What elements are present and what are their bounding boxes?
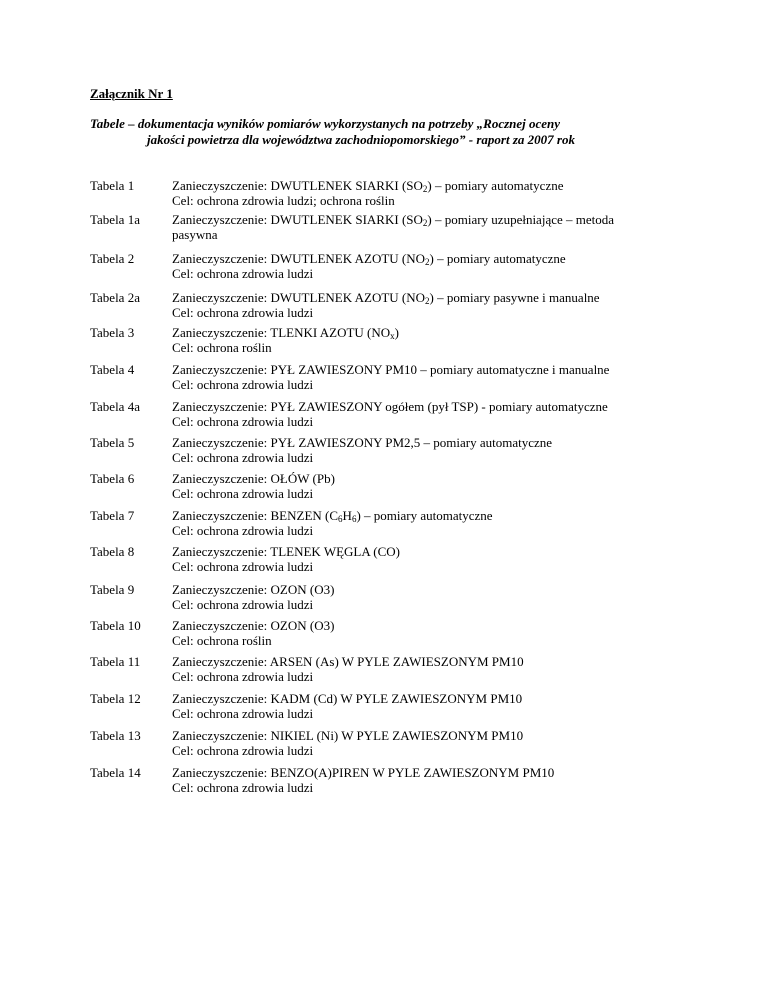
table-description	[172, 435, 672, 465]
pollutant-text: Zanieczyszczenie: BENZO(A)PIREN W PYLE ZAWIESZONYM PM10	[172, 765, 555, 780]
target-line: Cel: ochrona zdrowia ludzi	[172, 414, 314, 429]
table-description	[172, 362, 672, 392]
pollutant-line	[172, 362, 672, 377]
pollutant-text: Zanieczyszczenie: DWUTLENEK SIARKI (SO	[172, 178, 423, 193]
table-description	[172, 728, 672, 758]
target-line: Cel: ochrona zdrowia ludzi	[172, 450, 314, 465]
chemical-subscript: 6	[351, 514, 357, 524]
pollutant-text: Zanieczyszczenie: DWUTLENEK AZOTU (NO	[172, 251, 426, 266]
pollutant-text: ) – pomiary automatyczne	[427, 178, 564, 193]
table-description	[172, 290, 672, 320]
pollutant-text: ) – pomiary uzupełniające – metoda	[427, 212, 615, 227]
pollutant-line	[172, 399, 672, 414]
table-description	[172, 618, 672, 648]
table-number: Tabela 1a	[90, 212, 140, 227]
document-subtitle	[90, 116, 690, 148]
table-number: Tabela 13	[90, 728, 141, 743]
pollutant-line	[172, 544, 672, 559]
table-number: Tabela 7	[90, 508, 135, 523]
subtitle-line-2: jakości powietrza dla województwa zachodniopomorskiego” - raport za 2007 rok	[147, 132, 575, 147]
target-line: Cel: ochrona zdrowia ludzi	[172, 780, 314, 795]
table-number: Tabela 2	[90, 251, 135, 266]
table-number: Tabela 4a	[90, 399, 140, 414]
chemical-subscript: 2	[422, 184, 428, 194]
table-number: Tabela 11	[90, 654, 141, 669]
pollutant-line	[172, 728, 672, 743]
subtitle-line-1: Tabele – dokumentacja wyników pomiarów wykorzystanych na potrzeby „Rocznej oceny	[90, 116, 561, 131]
target-line: Cel: ochrona zdrowia ludzi	[172, 743, 314, 758]
pollutant-text: Zanieczyszczenie: NIKIEL (Ni) W PYLE ZAWIESZONYM PM10	[172, 728, 524, 743]
table-description	[172, 691, 672, 721]
table-number: Tabela 10	[90, 618, 141, 633]
pollutant-text: ) – pomiary pasywne i manualne	[429, 290, 600, 305]
table-number: Tabela 2a	[90, 290, 140, 305]
table-description	[172, 582, 672, 612]
table-number: Tabela 1	[90, 178, 135, 193]
pollutant-line	[172, 765, 672, 780]
target-line: Cel: ochrona zdrowia ludzi	[172, 669, 314, 684]
pollutant-line	[172, 508, 672, 523]
pollutant-line	[172, 325, 672, 340]
table-number: Tabela 12	[90, 691, 141, 706]
table-description	[172, 178, 672, 208]
pollutant-text: Zanieczyszczenie: ARSEN (As) W PYLE ZAWIESZONYM PM10	[172, 654, 524, 669]
table-number: Tabela 6	[90, 471, 135, 486]
table-number: Tabela 9	[90, 582, 135, 597]
pollutant-text: Zanieczyszczenie: OZON (O3)	[172, 582, 335, 597]
target-line: Cel: ochrona roślin	[172, 340, 272, 355]
pollutant-line	[172, 251, 672, 266]
target-line: Cel: ochrona zdrowia ludzi	[172, 305, 314, 320]
pollutant-line	[172, 178, 672, 193]
target-line: Cel: ochrona zdrowia ludzi	[172, 597, 314, 612]
pollutant-line	[172, 654, 672, 669]
target-line: Cel: ochrona zdrowia ludzi	[172, 266, 314, 281]
target-line: Cel: ochrona zdrowia ludzi	[172, 377, 314, 392]
pollutant-line	[172, 471, 672, 486]
pollutant-text: H	[342, 508, 352, 523]
pollutant-line	[172, 290, 672, 305]
table-description	[172, 508, 672, 538]
chemical-subscript: x	[390, 331, 395, 341]
target-line: pasywna	[172, 227, 218, 242]
chemical-subscript: 2	[425, 296, 430, 306]
pollutant-line	[172, 618, 672, 633]
table-number: Tabela 14	[90, 765, 141, 780]
pollutant-text: Zanieczyszczenie: KADM (Cd) W PYLE ZAWIESZONYM PM10	[172, 691, 523, 706]
pollutant-text: Zanieczyszczenie: BENZEN (C	[172, 508, 339, 523]
table-description	[172, 471, 672, 501]
chemical-subscript: 6	[338, 514, 343, 524]
pollutant-text: ) – pomiary automatyczne	[429, 251, 566, 266]
pollutant-text: Zanieczyszczenie: TLENKI AZOTU (NO	[172, 325, 391, 340]
table-description	[172, 544, 672, 574]
table-description	[172, 765, 672, 795]
pollutant-text: ) – pomiary automatyczne	[356, 508, 493, 523]
table-number: Tabela 8	[90, 544, 135, 559]
target-line: Cel: ochrona zdrowia ludzi	[172, 486, 314, 501]
target-line: Cel: ochrona zdrowia ludzi	[172, 523, 314, 538]
table-number: Tabela 4	[90, 362, 135, 377]
pollutant-text: Zanieczyszczenie: PYŁ ZAWIESZONY PM2,5 – pomiary automatyczne	[172, 435, 553, 450]
pollutant-text: Zanieczyszczenie: PYŁ ZAWIESZONY PM10 – pomiary automatyczne i manualne	[172, 362, 610, 377]
pollutant-line	[172, 691, 672, 706]
table-number: Tabela 3	[90, 325, 135, 340]
table-description	[172, 399, 672, 429]
annex-heading: Załącznik Nr 1	[90, 86, 173, 101]
chemical-subscript: 2	[422, 218, 428, 228]
table-description	[172, 654, 672, 684]
target-line: Cel: ochrona roślin	[172, 633, 272, 648]
pollutant-text: Zanieczyszczenie: PYŁ ZAWIESZONY ogółem (pył TSP) - pomiary automatyczne	[172, 399, 608, 414]
pollutant-line	[172, 582, 672, 597]
pollutant-text: Zanieczyszczenie: DWUTLENEK SIARKI (SO	[172, 212, 423, 227]
chemical-subscript: 2	[425, 257, 430, 267]
pollutant-line	[172, 212, 672, 227]
pollutant-text: Zanieczyszczenie: DWUTLENEK AZOTU (NO	[172, 290, 426, 305]
pollutant-text: Zanieczyszczenie: OZON (O3)	[172, 618, 335, 633]
target-line: Cel: ochrona zdrowia ludzi	[172, 706, 314, 721]
table-description	[172, 325, 672, 355]
pollutant-text: )	[394, 325, 399, 340]
pollutant-text: Zanieczyszczenie: OŁÓW (Pb)	[172, 471, 335, 486]
table-description	[172, 212, 672, 242]
table-description	[172, 251, 672, 281]
pollutant-text: Zanieczyszczenie: TLENEK WĘGLA (CO)	[172, 544, 401, 559]
pollutant-line	[172, 435, 672, 450]
target-line: Cel: ochrona zdrowia ludzi; ochrona roślin	[172, 193, 395, 208]
target-line: Cel: ochrona zdrowia ludzi	[172, 559, 314, 574]
table-number: Tabela 5	[90, 435, 135, 450]
